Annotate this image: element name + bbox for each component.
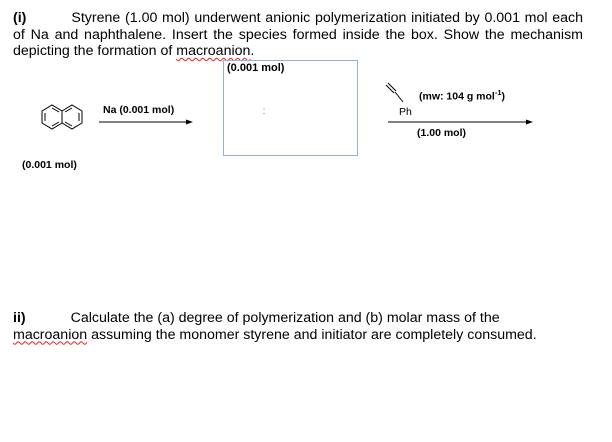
- naphthalene-structure: [42, 105, 82, 129]
- mw-text: (mw: 104 g mol: [419, 90, 495, 103]
- reaction-arrow-1: [99, 120, 193, 125]
- naphthalene-amount-label: (0.001 mol): [22, 159, 77, 171]
- phenyl-label: Ph: [399, 106, 412, 118]
- question-2-number: ii): [13, 310, 26, 326]
- mw-superscript: -1: [494, 88, 502, 97]
- question-2-text: [13, 310, 583, 343]
- styrene-molecular-weight: [419, 88, 505, 103]
- misspelled-word-macroanion[interactable]: macroanion: [176, 43, 251, 59]
- question-1-period: .: [250, 43, 255, 59]
- mw-close: ): [501, 90, 506, 103]
- question-1-number: (i): [13, 10, 27, 26]
- question-1-body: Styrene (1.00 mol) underwent anionic polymerization initiated by 0.001 mol each of Na and naphthalene. Insert the species formed inside the box. Show the mechanism depicting the formation of: [13, 10, 583, 59]
- styrene-structure: [386, 83, 403, 102]
- reaction-arrow-2: [388, 120, 533, 125]
- question-2-line-2: assuming the monomer styrene and initiator are completely consumed.: [87, 326, 537, 343]
- answer-box-symbol: :: [262, 106, 266, 117]
- answer-box-amount-label: (0.001 mol): [227, 62, 285, 74]
- question-2-line-1: Calculate the (a) degree of polymerization and (b) molar mass of the: [70, 310, 500, 326]
- misspelled-word-macroanion-2[interactable]: macroanion: [13, 326, 88, 343]
- answer-box[interactable]: [223, 60, 358, 156]
- sodium-reagent-label: Na (0.001 mol): [103, 104, 175, 116]
- styrene-amount-label: (1.00 mol): [417, 127, 467, 139]
